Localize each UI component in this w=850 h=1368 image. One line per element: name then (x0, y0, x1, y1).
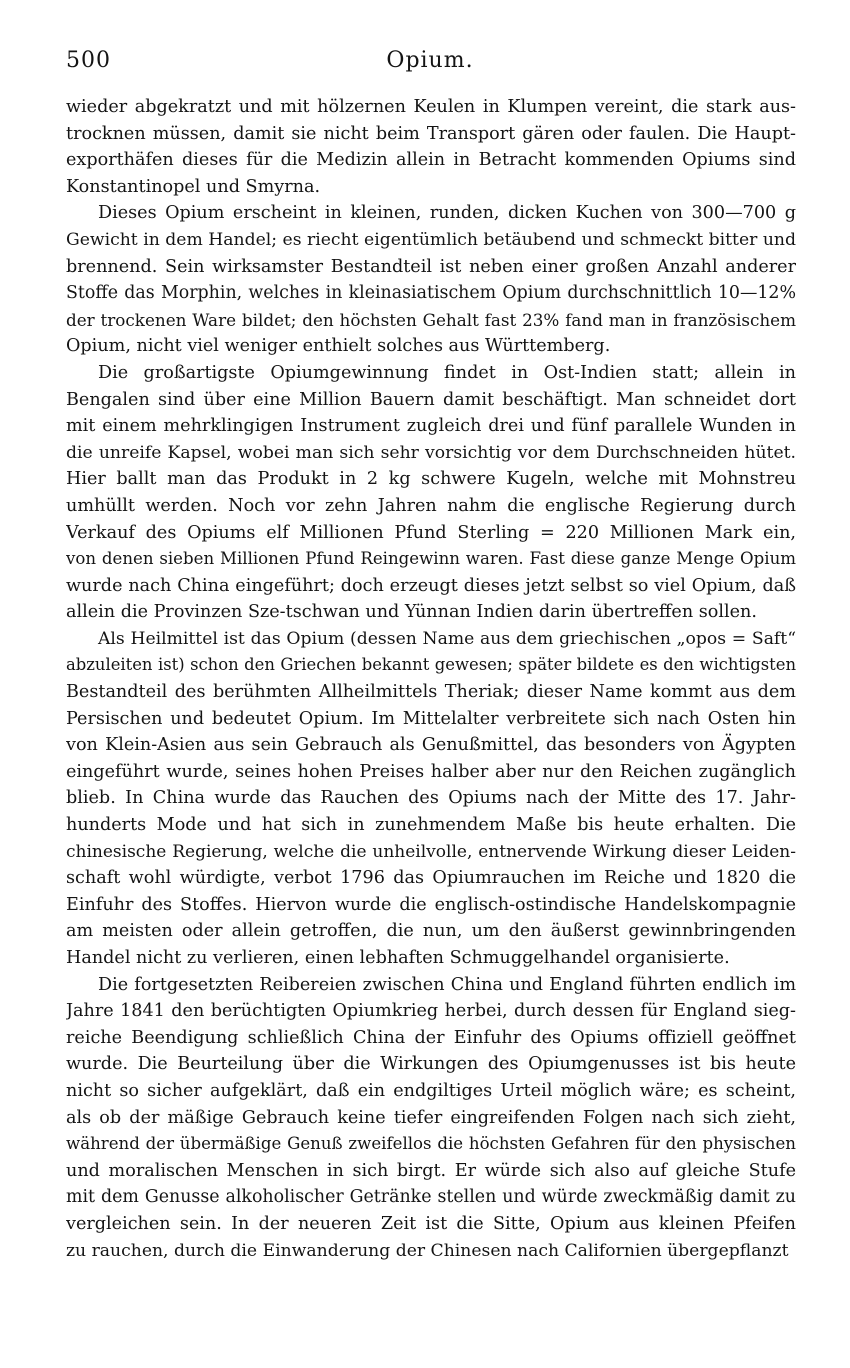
text-line: Die fortgesetzten Reibereien zwischen China und England führten endlich im (98, 974, 796, 995)
text-line: Opium, nicht viel weniger enthielt solches aus Württemberg. (66, 336, 611, 357)
paragraph (66, 626, 796, 972)
text-line: exporthäfen dieses für die Medizin allein in Betracht kommenden Opiums sind (66, 150, 796, 171)
text-line: reiche Beendigung schließlich China der Einfuhr des Opiums offiziell geöffnet (66, 1027, 796, 1048)
text-line: chinesische Regierung, welche die unheilvolle, entnervende Wirkung dieser Leiden- (66, 841, 796, 862)
body-text (66, 94, 796, 1264)
text-line: Verkauf des Opiums elf Millionen Pfund Sterling = 220 Millionen Mark ein, (66, 522, 796, 543)
text-line: blieb. In China wurde das Rauchen des Opiums nach der Mitte des 17. Jahr- (66, 788, 796, 809)
paragraph (66, 360, 796, 626)
page-number: 500 (66, 48, 111, 73)
text-line: vergleichen sein. In der neueren Zeit ist die Sitte, Opium aus kleinen Pfeifen (66, 1213, 796, 1234)
text-line: Gewicht in dem Handel; es riecht eigentümlich betäubend und schmeckt bitter und (66, 229, 796, 250)
text-line: Bengalen sind über eine Million Bauern damit beschäftigt. Man schneidet dort (66, 389, 796, 410)
text-line: mit dem Genusse alkoholischer Getränke stellen und würde zweckmäßig damit zu (66, 1187, 796, 1208)
text-line: allein die Provinzen Sze-tschwan und Yünnan Indien darin übertreffen sollen. (66, 602, 757, 623)
text-line: der trockenen Ware bildet; den höchsten Gehalt fast 23% fand man in französischem (66, 309, 796, 330)
text-line: zu rauchen, durch die Einwanderung der Chinesen nach Californien übergepflanzt (66, 1240, 789, 1261)
page-header (66, 48, 794, 78)
text-line: Persischen und bedeutet Opium. Im Mittelalter verbreitete sich nach Osten hin (66, 708, 796, 729)
text-line: abzuleiten ist) schon den Griechen bekannt gewesen; später bildete es den wichtigsten (66, 655, 796, 675)
text-line: Konstantinopel und Smyrna. (66, 176, 321, 197)
text-line: Handel nicht zu verlieren, einen lebhaften Schmuggelhandel organisierte. (66, 948, 730, 968)
text-line: eingeführt wurde, seines hohen Preises halber aber nur den Reichen zugänglich (66, 761, 796, 782)
text-line: und moralischen Menschen in sich birgt. Er würde sich also auf gleiche Stufe (66, 1160, 796, 1181)
text-line: Einfuhr des Stoffes. Hiervon wurde die englisch-ostindische Handelskompagnie (66, 894, 796, 915)
text-line: Hier ballt man das Produkt in 2 kg schwere Kugeln, welche mit Mohnstreu (66, 469, 796, 490)
text-line: wieder abgekratzt und mit hölzernen Keulen in Klumpen vereint, die stark aus- (66, 97, 796, 117)
text-line: trocknen müssen, damit sie nicht beim Transport gären oder faulen. Die Haupt- (66, 123, 796, 144)
text-line: schaft wohl würdigte, verbot 1796 das Opiumrauchen im Reiche und 1820 die (66, 868, 796, 889)
text-line: Stoffe das Morphin, welches in kleinasiatischem Opium durchschnittlich 10—12% (66, 283, 796, 304)
text-line: während der übermäßige Genuß zweifellos die höchsten Gefahren für den physischen (66, 1134, 796, 1154)
text-line: mit einem mehrklingigen Instrument zugleich drei und fünf parallele Wunden in (66, 416, 796, 437)
text-line: wurde. Die Beurteilung über die Wirkungen des Opiumgenusses ist bis heute (66, 1054, 796, 1075)
paragraph (66, 972, 796, 1265)
text-line: umhüllt werden. Noch vor zehn Jahren nahm die englische Regierung durch (66, 495, 796, 516)
text-line: Die großartigste Opiumgewinnung findet in Ost-Indien statt; allein in (98, 362, 796, 383)
text-line: als ob der mäßige Gebrauch keine tiefer eingreifenden Folgen nach sich zieht, (66, 1107, 796, 1128)
text-line: von denen sieben Millionen Pfund Reingewinn waren. Fast diese ganze Menge Opium (66, 549, 796, 569)
running-title: Opium. (386, 48, 474, 73)
text-line: Jahre 1841 den berüchtigten Opiumkrieg herbei, durch dessen für England sieg- (66, 1001, 796, 1022)
text-line: Dieses Opium erscheint in kleinen, runden, dicken Kuchen von 300—700 g (98, 203, 796, 224)
text-line: wurde nach China eingeführt; doch erzeugt dieses jetzt selbst so viel Opium, daß (66, 575, 796, 596)
text-line: nicht so sicher aufgeklärt, daß ein endgiltiges Urteil möglich wäre; es scheint, (66, 1080, 796, 1101)
text-line: brennend. Sein wirksamster Bestandteil ist neben einer großen Anzahl anderer (66, 256, 796, 277)
text-line: Bestandteil des berühmten Allheilmittels Theriak; dieser Name kommt aus dem (66, 682, 796, 703)
text-line: hunderts Mode und hat sich in zunehmendem Maße bis heute erhalten. Die (66, 815, 796, 836)
text-line: am meisten oder allein getroffen, die nun, um den äußerst gewinnbringenden (66, 921, 796, 942)
paragraph (66, 200, 796, 360)
paragraph (66, 94, 796, 200)
text-line: von Klein-Asien aus sein Gebrauch als Genußmittel, das besonders von Ägypten (66, 735, 796, 756)
text-line: die unreife Kapsel, wobei man sich sehr vorsichtig vor dem Durchschneiden hütet. (66, 442, 796, 463)
text-line: Als Heilmittel ist das Opium (dessen Name aus dem griechischen „opos = Saft“ (98, 628, 796, 649)
